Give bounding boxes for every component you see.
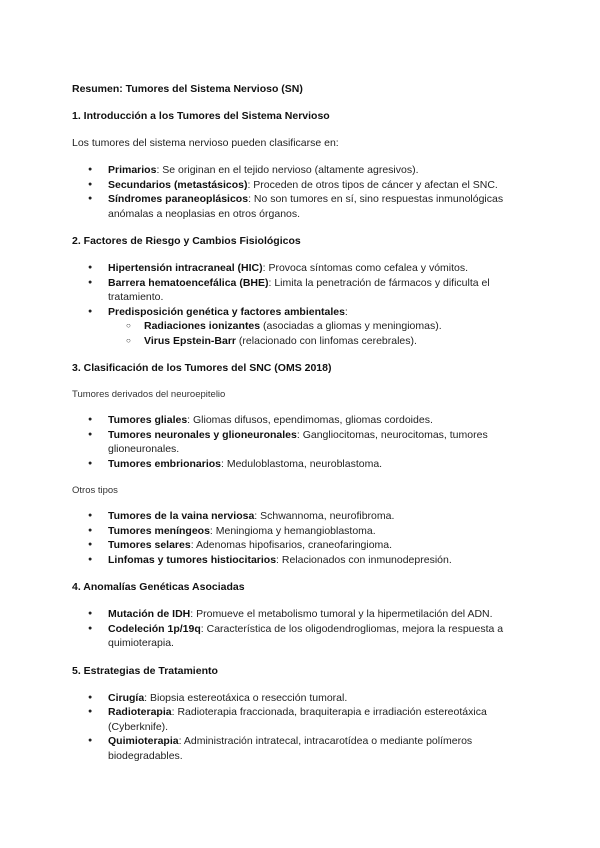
list-item: [72, 261, 532, 276]
item-label: Quimioterapia: [108, 735, 179, 747]
list-item: [72, 509, 532, 524]
list-item: [72, 691, 532, 706]
item-text: : Relacionados con inmunodepresión.: [276, 553, 452, 566]
subsection-title: Otros tipos: [72, 485, 118, 496]
list-item: [72, 538, 532, 553]
list-item: [72, 178, 532, 193]
section-heading: 1. Introducción a los Tumores del Sistema Nervioso: [72, 110, 330, 122]
item-text: (asociadas a gliomas y meningiomas).: [260, 320, 442, 332]
subsection-title: Tumores derivados del neuroepitelio: [72, 389, 226, 400]
section-heading: 5. Estrategias de Tratamiento: [72, 664, 218, 677]
item-text: : Adenomas hipofisarios, craneofaringioma.: [190, 539, 393, 551]
item-text: : Gangliocitomas, neurocitomas, tumores glioneuronales.: [108, 428, 488, 455]
item-label: Radioterapia: [108, 706, 172, 718]
item-label: Primarios: [108, 164, 157, 176]
item-text: : Meningioma y hemangioblastoma.: [209, 524, 376, 537]
section-heading: 2. Factores de Riesgo y Cambios Fisiológicos: [72, 235, 301, 247]
list-item: [72, 457, 532, 472]
list-item: [72, 607, 532, 622]
list-item: [72, 524, 532, 539]
item-label: Secundarios (metastásicos): [108, 178, 248, 191]
item-text: : Administración intratecal, intracarotídea o mediante polímeros biodegradables.: [108, 735, 473, 762]
bullet-list: [72, 607, 532, 651]
item-text: : Promueve el metabolismo tumoral y la hipermetilación del ADN.: [190, 608, 493, 620]
item-label: Tumores gliales: [108, 414, 188, 426]
document-page: [72, 82, 532, 763]
list-item: [72, 705, 532, 734]
item-text: : Proceden de otros tipos de cáncer y afectan el SNC.: [247, 178, 498, 191]
bullet-list: [72, 413, 532, 471]
list-item: [72, 305, 532, 320]
item-text: : No son tumores en sí, sino respuestas inmunológicas anómalas a neoplasias en otros órganos.: [108, 193, 504, 220]
section-heading: 4. Anomalías Genéticas Asociadas: [72, 581, 245, 593]
list-item: [72, 428, 532, 457]
list-item: [72, 553, 532, 568]
item-label: Codeleción 1p/19q: [108, 622, 201, 635]
item-label: Tumores embrionarios: [108, 457, 221, 470]
list-item: [72, 276, 532, 305]
item-label: Tumores neuronales y glioneuronales: [108, 428, 297, 441]
sub-list-item: [72, 319, 532, 334]
section-heading: 3. Clasificación de los Tumores del SNC (OMS 2018): [72, 362, 332, 374]
bullet-list: [72, 261, 532, 348]
bullet-list: [72, 163, 532, 221]
item-label: Síndromes paraneoplásicos: [108, 193, 249, 205]
item-label: Tumores de la vaina nerviosa: [108, 510, 255, 522]
list-item: [72, 192, 532, 221]
item-label: Virus Epstein-Barr: [144, 334, 237, 347]
section-intro: Los tumores del sistema nervioso pueden clasificarse en:: [72, 137, 339, 149]
item-text: : Biopsia estereotáxica o resección tumoral.: [144, 691, 348, 704]
list-item: [72, 622, 532, 651]
list-item: [72, 413, 532, 428]
item-text: : Limita la penetración de fármacos y dificulta el tratamiento.: [108, 276, 490, 303]
item-text: : Radioterapia fraccionada, braquiterapia e irradiación estereotáxica (Cyberknife).: [108, 706, 487, 733]
item-label: Tumores meníngeos: [108, 524, 210, 537]
item-text: (relacionado con linfomas cerebrales).: [236, 334, 417, 347]
bullet-list: [72, 509, 532, 567]
item-text: :: [344, 305, 348, 318]
item-label: Radiaciones ionizantes: [144, 320, 261, 332]
bullet-list: [72, 691, 532, 764]
list-item: [72, 734, 532, 763]
item-label: Cirugía: [108, 691, 145, 704]
item-label: Hipertensión intracraneal (HIC): [108, 262, 263, 274]
item-label: Mutación de IDH: [108, 608, 191, 620]
item-text: : Provoca síntomas como cefalea y vómitos.: [262, 262, 469, 274]
item-label: Predisposición genética y factores ambientales: [108, 305, 345, 318]
item-label: Linfomas y tumores histiocitarios: [108, 553, 277, 566]
sub-list-item: [72, 334, 532, 349]
item-label: Tumores selares: [108, 539, 191, 551]
item-text: : Gliomas difusos, ependimomas, gliomas cordoides.: [187, 414, 433, 426]
list-item: [72, 163, 532, 178]
document-title: Resumen: Tumores del Sistema Nervioso (SN): [72, 83, 303, 95]
item-text: : Meduloblastoma, neuroblastoma.: [221, 457, 383, 470]
item-text: : Schwannoma, neurofibroma.: [254, 510, 395, 522]
item-text: : Característica de los oligodendrogliomas, mejora la respuesta a quimioterapia.: [108, 622, 504, 649]
item-label: Barrera hematoencefálica (BHE): [108, 276, 269, 289]
item-text: : Se originan en el tejido nervioso (altamente agresivos).: [156, 164, 419, 176]
